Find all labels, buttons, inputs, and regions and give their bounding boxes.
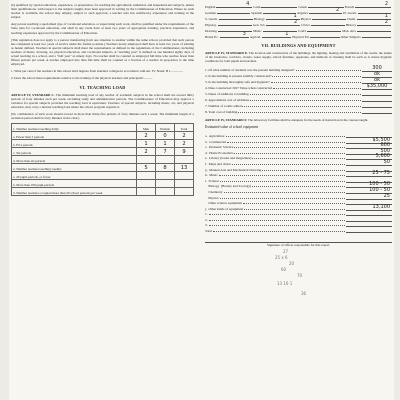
subject-label: Physics — [300, 17, 312, 21]
women-value: 0 — [156, 132, 175, 140]
table-row — [12, 132, 194, 140]
standard-c-body: The minimum teaching load of any teacher of academic subjects in the school shall not exceed thirty periods of forty minutes each per week, excluding study and administrative periods. The Commissioner of Education may approve a variation for special subjects provided the teaching load is equivalent. Teachers of special subjects, including music, art, and physical education, may carry a heavier teaching load where the school program requires it. — [11, 92, 194, 109]
subject-label: Spanish — [251, 11, 262, 15]
subject-label: French — [344, 5, 355, 9]
equipment-label: b. Commercial — [205, 139, 226, 144]
equipment-label: 1. — [205, 212, 208, 217]
intro-paragraph-2: Any person teaching a specialized type of vocational education, or supervising such work, shall be qualified under the requirements of the State plan for vocational education, and shall in any event have at least two years of appropriate training, practical experience, and teaching experience approved by the Commissioner of Education. — [11, 22, 194, 35]
women-value: 7 — [156, 148, 175, 156]
subject-count-value: 2 — [335, 7, 340, 13]
pencil-note: 13 16 1 — [277, 281, 293, 287]
subject-label: Physical Ed. — [292, 35, 310, 39]
subject-count-field — [362, 32, 391, 38]
subject-count-field — [262, 32, 291, 38]
table-row — [12, 172, 194, 180]
leader-dots — [227, 142, 345, 143]
standard-e-text — [205, 51, 392, 63]
equipment-label: Biology (Botany and Zoology) — [205, 184, 252, 189]
building-item-value — [362, 113, 392, 114]
women-value: 1 — [156, 140, 175, 148]
numbered-item-2: 2. Does the school meet requirements relative to the training of the physical teachers and principals?........... — [11, 76, 153, 81]
pencil-note: 60 — [281, 267, 287, 273]
teaching-load-note: (No combination of such work should exceed in more than thirty-five periods of forty minutes each a week. The minimum length of a recitation period shall be forty minutes in the clear.) — [11, 111, 194, 120]
teaching-load-table — [11, 123, 194, 196]
subject-count-value: 2 — [384, 1, 388, 7]
row-label: 3. Number teachers occupied more than 20 school periods per week — [12, 188, 137, 196]
women-value — [156, 188, 175, 196]
row-label: d. More than six periods — [12, 156, 137, 164]
leader-dots — [252, 158, 345, 159]
building-item-value: $35,000 — [362, 83, 392, 90]
standard-e-body: The location and construction of the buildings, the lighting, heating and ventilation of the rooms, the nature of the lavatories, corridors, closets, water supply, school furniture, apparatus, and methods of cleaning shall be such as to insure hygienic conditions for both pupils and teachers. — [205, 51, 392, 64]
total-value: 13 — [175, 164, 194, 172]
subject-label: Other Subjects — [340, 35, 361, 39]
building-items — [205, 66, 392, 114]
subject-label: Drawing — [205, 29, 217, 33]
subject-label: Civics — [301, 23, 310, 27]
subject-label: Latin — [253, 5, 261, 9]
subject-count-value: 2 — [294, 19, 298, 25]
women-value: 8 — [156, 164, 175, 172]
col-women: Women — [156, 124, 175, 132]
subject-label: Agricul. — [249, 35, 262, 39]
subject-label: Pl. Geom. — [343, 11, 357, 15]
subject-label: S. Geom. — [205, 17, 218, 21]
equipment-value — [346, 226, 392, 227]
equipment-value: 100 - 50 — [346, 181, 392, 188]
total-value — [175, 156, 194, 164]
pencil-note: 25 x 6 — [275, 255, 288, 261]
standard-c-text — [11, 93, 194, 109]
leader-dots — [226, 136, 346, 137]
equipment-label: d. Home Economics — [205, 150, 234, 155]
pencil-note: 27 — [283, 249, 289, 255]
subject-label: Home Ec. — [205, 35, 219, 39]
pencil-note: 70 — [297, 273, 303, 279]
signature-area — [205, 233, 392, 247]
building-item-value — [362, 101, 392, 102]
intro-paragraph-1: (b) qualified, by special education, experience, or preparation, for teaching the agricultural, industrial, and household-arts subjects, unless their qualifications, with respect to the subjects taught, have been approved in writing by the Commissioner of Education. Where no such teacher is available, the school may employ, subject to such approval, a teacher who has satisfactory experience and training in the subject. — [11, 3, 194, 20]
subject-count-value: 2 — [384, 19, 388, 25]
intro-paragraph-3: (This regulation does not apply to a person transferring from one situation to another within the same school, provided that such person has completed at least two years of service under the former position.) Teachers newly employed shall have at least two years of training as herein defined. Teachers in special subjects shall meet the requirements as defined in the regulations of the Commissioner, including teachers of music, drawing, art, physical education, and vocational subjects. A "teaching year" is defined as one hundred eighty days of actual teaching in a school, and a "half year" as ninety days. No teacher shall be counted as employed full time who teaches fewer than fifteen periods per week. A teacher employed less than full time shall be counted as a fraction of a teacher in proportion to the time employed. — [11, 37, 194, 67]
numbered-item-1: 1. What per cent of the teachers in this school hold degrees from standard colleges in accordance with Art. IV, Stand. B 1............... — [11, 69, 183, 74]
men-value: 5 — [137, 164, 156, 172]
equipment-label: Total — [205, 229, 212, 234]
leader-dots — [219, 175, 345, 176]
subject-row — [205, 33, 392, 39]
equipment-value: 25 — [346, 193, 392, 200]
equipment-label: 3. — [205, 223, 208, 228]
standard-f-heading: ARTICLE IV, STANDARD F. — [205, 118, 248, 123]
building-item-label: 4. Date constructed 1927 Value when constructed — [205, 86, 273, 91]
equipment-label: j. Other kinds of equipment — [205, 206, 244, 211]
row-label: b. More than 100 pupil-periods — [12, 180, 137, 188]
buildings-heading: VII. BUILDINGS AND EQUIPMENT — [261, 43, 336, 48]
leader-dots — [272, 76, 361, 77]
men-value — [137, 156, 156, 164]
teaching-load-heading: VI. TEACHING LOAD — [79, 84, 126, 90]
leader-dots — [224, 192, 345, 193]
leader-dots — [213, 231, 345, 232]
women-value — [156, 172, 175, 180]
subject-label: Algebra — [297, 11, 308, 15]
table-row — [12, 188, 194, 196]
row-label: c. Six periods — [12, 148, 137, 156]
women-value — [156, 180, 175, 188]
men-value: 1 — [137, 140, 156, 148]
leader-dots — [296, 70, 361, 71]
equipment-value — [346, 215, 392, 216]
col-men: Men — [137, 124, 156, 132]
standard-c-heading: ARTICLE IV, STANDARD C. — [11, 92, 55, 97]
subject-label: German — [205, 11, 216, 15]
building-item-value — [362, 95, 392, 96]
equipment-value: 25 - 75 — [346, 170, 392, 177]
building-item-value: 300 — [362, 65, 392, 72]
leader-dots — [243, 203, 345, 204]
table-row — [12, 156, 194, 164]
subject-label: English — [205, 5, 216, 9]
equipment-label: a. Agriculture — [205, 133, 225, 138]
equipment-heading: Estimated value of school equipment — [205, 125, 259, 130]
total-value — [175, 180, 194, 188]
signature-caption: Signature of officer responsible for this report. — [205, 242, 392, 247]
leader-dots — [234, 153, 345, 154]
right-column — [205, 3, 392, 307]
subject-label: Com'l — [297, 29, 306, 33]
table-row — [12, 164, 194, 172]
pencil-note: 36 — [301, 291, 307, 297]
row-label: b. Five periods — [12, 140, 137, 148]
leader-dots — [242, 106, 361, 107]
subject-label: Man. Arts — [342, 29, 356, 33]
table-row — [12, 148, 194, 156]
leader-dots — [232, 164, 345, 165]
leader-dots — [238, 112, 361, 113]
equipment-label: Physics — [205, 195, 219, 200]
standard-e-heading: ARTICLE IV, STANDARD E. — [205, 51, 248, 55]
building-item-label: 8. Total cost of building — [205, 110, 238, 115]
men-value: 2 — [137, 148, 156, 156]
equipment-list — [205, 132, 392, 233]
men-value — [137, 188, 156, 196]
building-item-label: 5. Dates of additions to building — [205, 92, 249, 97]
table-row — [12, 180, 194, 188]
table-question: 1. Number teachers teaching daily: — [12, 124, 137, 132]
leader-dots — [250, 94, 361, 95]
equipment-value: 5,600 — [346, 153, 392, 160]
subject-label: Greek — [298, 5, 307, 9]
subject-label: Music — [253, 29, 262, 33]
equipment-label: Other science equipment — [205, 201, 243, 206]
equipment-label: h. Music — [205, 173, 218, 178]
leader-dots — [220, 198, 345, 199]
equipment-label: i. Science — [205, 178, 220, 183]
leader-dots — [252, 186, 345, 187]
table-header-row — [12, 124, 194, 132]
leader-dots — [234, 147, 345, 148]
building-item-label: 3. Is the building thoroughly safe and hygienic? — [205, 80, 270, 85]
subject-count-field — [310, 32, 339, 38]
leader-dots — [209, 214, 345, 215]
building-item-label: 2. Is the building at present suitably constructed? — [205, 74, 272, 79]
equipment-label: 2. — [205, 217, 208, 222]
leader-dots — [250, 100, 361, 101]
building-item — [205, 108, 392, 114]
building-item-label: 1. Of what number of students was the present building designed? — [205, 68, 295, 73]
total-value: 2 — [175, 132, 194, 140]
equipment-value: 50 — [346, 159, 392, 166]
subject-label: Gen. Sci. — [252, 23, 266, 27]
building-item-value: ok — [362, 71, 392, 78]
row-label: a. 20 pupil-periods, or fewer — [12, 172, 137, 180]
women-value — [156, 156, 175, 164]
leader-dots — [273, 88, 361, 89]
building-item-value: ok — [362, 77, 392, 84]
standard-f-body: The laboratory facilities shall be adequate for the needs of instruction in the courses taught. — [247, 118, 369, 123]
equipment-label: c. Domestic Science — [205, 145, 234, 150]
equipment-label: f. Maps and charts — [205, 161, 231, 166]
total-value: 2 — [175, 140, 194, 148]
subject-label: Chem. — [347, 17, 356, 21]
leader-dots — [209, 220, 345, 221]
equipment-label: Chemistry — [205, 189, 223, 194]
subject-count-value: 1 — [384, 13, 388, 19]
subject-label: Biology — [253, 17, 265, 21]
total-value — [175, 188, 194, 196]
equipment-label: g. Manual Arts and Mechanical Drawing — [205, 167, 262, 172]
subject-count-value: 1 — [293, 13, 297, 19]
building-item-label: 6. Approximate cost of additions — [205, 98, 250, 103]
men-value — [137, 172, 156, 180]
leader-dots — [262, 170, 345, 171]
building-item-value — [362, 107, 392, 108]
subject-count-field — [220, 32, 249, 38]
pencil-note: 20 — [289, 261, 295, 267]
equipment-value: $5,500 — [346, 137, 392, 144]
men-value — [137, 180, 156, 188]
subject-grid — [205, 3, 392, 39]
equipment-value: 600 — [346, 142, 392, 149]
row-label: 2. Number teachers teaching weekly: — [12, 164, 137, 172]
leader-dots — [244, 209, 345, 210]
row-label: a. Fewer than 5 periods — [12, 132, 137, 140]
equipment-label: e. Library (books and magazines) — [205, 156, 252, 161]
left-column — [11, 3, 194, 196]
building-item-label: 7. Number of rooms added — [205, 104, 242, 109]
equipment-value: 100 - 50 — [346, 187, 392, 194]
leader-dots — [209, 225, 345, 226]
subject-count-value: 4 — [246, 1, 250, 7]
col-total: Total — [175, 124, 194, 132]
equipment-value — [346, 221, 392, 222]
total-value: 9 — [175, 148, 194, 156]
equipment-value: 500 — [346, 148, 392, 155]
subject-label: History — [345, 23, 357, 27]
leader-dots — [271, 82, 361, 83]
table-row — [12, 140, 194, 148]
leader-dots — [220, 181, 345, 182]
standard-f-text — [205, 118, 392, 122]
subject-count-value: 3 — [242, 31, 246, 37]
equipment-value: 13,100 — [346, 204, 392, 211]
report-page — [9, 0, 394, 400]
total-value — [175, 172, 194, 180]
subject-label: Physiog. — [205, 23, 217, 27]
men-value: 2 — [137, 132, 156, 140]
subject-count-value: 1 — [285, 31, 289, 37]
pencil-notes — [205, 247, 392, 307]
